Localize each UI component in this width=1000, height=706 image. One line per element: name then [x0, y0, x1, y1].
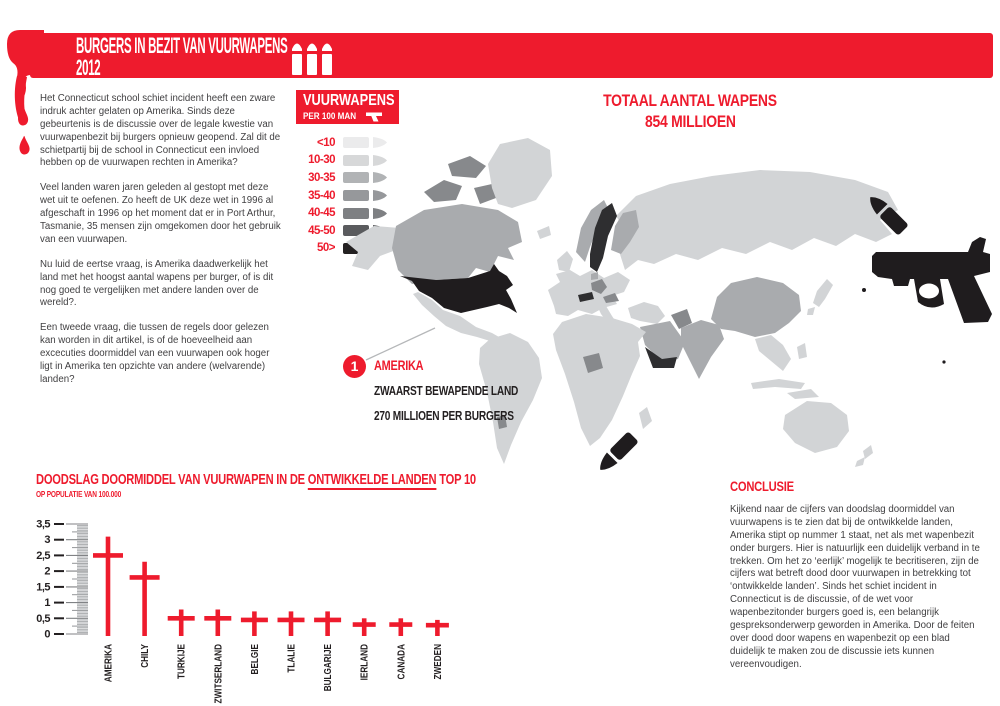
map-turkey	[628, 302, 665, 324]
conclusion-section	[730, 478, 983, 672]
three-bullets-icon	[291, 38, 335, 76]
map-arctic-islands	[424, 156, 496, 204]
intro-paragraph: Veel landen waren jaren geleden al gestopt met deze wet uit te oefenen. Zo heeft de UK deze wet in 1996 al afgeschaft in 1996 op het moment dat er in Port Arthur, Tasmanie, 35 mensen zijn omgekomen door het gebruik van een vuurwapen.	[40, 182, 281, 245]
chart-category-label: CANADA	[394, 644, 407, 680]
map-iceland	[537, 226, 551, 239]
legend-range-label: 10-30	[308, 154, 335, 167]
y-tick-label: 2	[44, 565, 50, 578]
conclusion-title: CONCLUSIE	[730, 478, 794, 494]
map-alaska	[346, 226, 400, 270]
total-line1: TOTAAL AANTAL WAPENS	[603, 91, 777, 110]
map-africa	[553, 314, 646, 446]
chart-category-label: TLALIE	[284, 644, 297, 673]
page-title	[76, 35, 483, 78]
intro-article	[40, 93, 282, 399]
rank-badge: 1	[343, 355, 366, 378]
intro-paragraph: Nu luid de eertse vraag, is Amerika daadwerkelijk het land met het hoogst aantal wapens per burger, of is dit nog goed te vergelijken met andere landen over de wereld?.	[40, 258, 274, 309]
chart-category-label: ZWITSERLAND	[211, 644, 224, 704]
map-canada	[392, 204, 522, 284]
intro-paragraph: Het Connecticut school schiet incident heeft een zware indruk achter gelaten op Amerika. Sinds deze gebeurtenis is de discussie over de legale kwestie van vuurwapenbezit bij burgers opnieuw geopend. Zal dit de schietpartij bij de school in Connecticut een invloed hebben op de vuurwapen rechten in Amerika?	[40, 93, 281, 169]
chart-title-pre: DOODSLAG DOORMIDDEL VAN VUURWAPEN IN DE	[36, 472, 308, 488]
callout-country: AMERIKA	[374, 357, 424, 373]
y-tick-label: 1,5	[36, 581, 50, 594]
chart-category-label: AMERIKA	[101, 644, 114, 683]
pistol-icon	[365, 110, 383, 122]
page-title-line2: 2012	[76, 54, 101, 80]
map-se-asia	[755, 335, 791, 371]
map-madagascar	[639, 407, 652, 429]
legend-range-label: 30-35	[308, 171, 335, 184]
legend-title: VUURWAPENS	[303, 92, 395, 109]
conclusion-text: Kijkend naar de cijfers van doodslag doormiddel van vuurwapens is te zien dat bij de ontwikkelde landen, Amerika stipt op nummer 1 staat, net als met wapenbezit onder burgers. Hier is natuurlijk een duidelijk verband in te trekken. Om het zo ‘eerlijk’ mogelijk te becritiseren, zijn de cijfers wat betreft dood door vuurwapen in betrekking tot ‘ontwikkelde landen’. Sinds het schiet incident in Connecticut is de discussie, of de wet voor wapenbezitonder burgers goed is, een belangrijk gespreksonderwerp geworden in Amerika. Door de feiten over dood door wapens en wapenbezit op een blad duidelijk te maken zou de discussie iets kunnen vereenvoudigen.	[730, 504, 980, 670]
chart-subtitle: OP POPULATIE VAN 100.000	[36, 489, 122, 499]
map-australia	[783, 401, 849, 453]
legend-header	[296, 90, 399, 124]
chart-title-post: TOP 10	[436, 472, 476, 488]
callout-leader-line	[366, 328, 435, 360]
y-tick-label: 2,5	[36, 549, 50, 562]
legend-range-label: 45-50	[308, 224, 335, 237]
legend-subtitle: PER 100 MAN	[303, 111, 357, 121]
pistol-icon	[862, 237, 992, 364]
map-china	[711, 277, 801, 337]
chart-category-label: TURKIJE	[174, 644, 187, 680]
map-greenland	[488, 138, 552, 208]
chart-category-label: BELGIE	[247, 644, 261, 675]
page-title-line1: BURGERS IN BEZIT VAN VUURWAPENS	[76, 33, 288, 58]
world-map	[340, 130, 1000, 480]
y-tick-label: 0	[44, 628, 50, 641]
map-india	[681, 320, 724, 379]
total-weapons-heading	[545, 90, 835, 133]
legend-range-label: 50>	[316, 242, 335, 255]
chart-category-label: BULGARIJE	[321, 644, 334, 692]
chart-title-underlined: ONTWIKKELDE LANDEN	[307, 472, 437, 488]
homicide-chart	[20, 512, 500, 706]
legend-range-label: 35-40	[308, 189, 335, 202]
map-new-zealand	[855, 445, 873, 467]
map-japan	[807, 279, 833, 315]
callout-fact-2: 270 MILLIOEN PER BURGERS	[374, 408, 514, 423]
chart-svg	[20, 512, 500, 706]
legend-range-label: 40-45	[308, 207, 335, 220]
total-line2: 854 MILLIOEN	[644, 112, 736, 132]
chart-category-label: IERLAND	[357, 644, 370, 681]
amerika-callout	[374, 357, 559, 423]
legend-range-label: <10	[316, 136, 335, 149]
chart-heading	[36, 472, 607, 499]
map-russia	[616, 170, 898, 270]
y-tick-label: 3,5	[36, 518, 50, 531]
y-tick-label: 3	[44, 534, 50, 547]
map-uk	[557, 251, 573, 272]
y-tick-label: 1	[44, 597, 50, 610]
chart-category-label: CHILY	[138, 644, 151, 668]
intro-paragraph: Een tweede vraag, die tussen de regels door gelezen kan worden in dit artikel, is of de hoeveelheid aan excecuties doormiddel van een vuurwapen ook hoger ligt in Amerika ten opzichte van andere (welvarende) landen?	[40, 322, 270, 385]
chart-category-label: ZWEDEN	[430, 644, 444, 680]
bullet-icon	[595, 431, 639, 475]
callout-fact-1: ZWAARST BEWAPENDE LAND	[374, 383, 519, 398]
y-tick-label: 0,5	[36, 612, 50, 625]
